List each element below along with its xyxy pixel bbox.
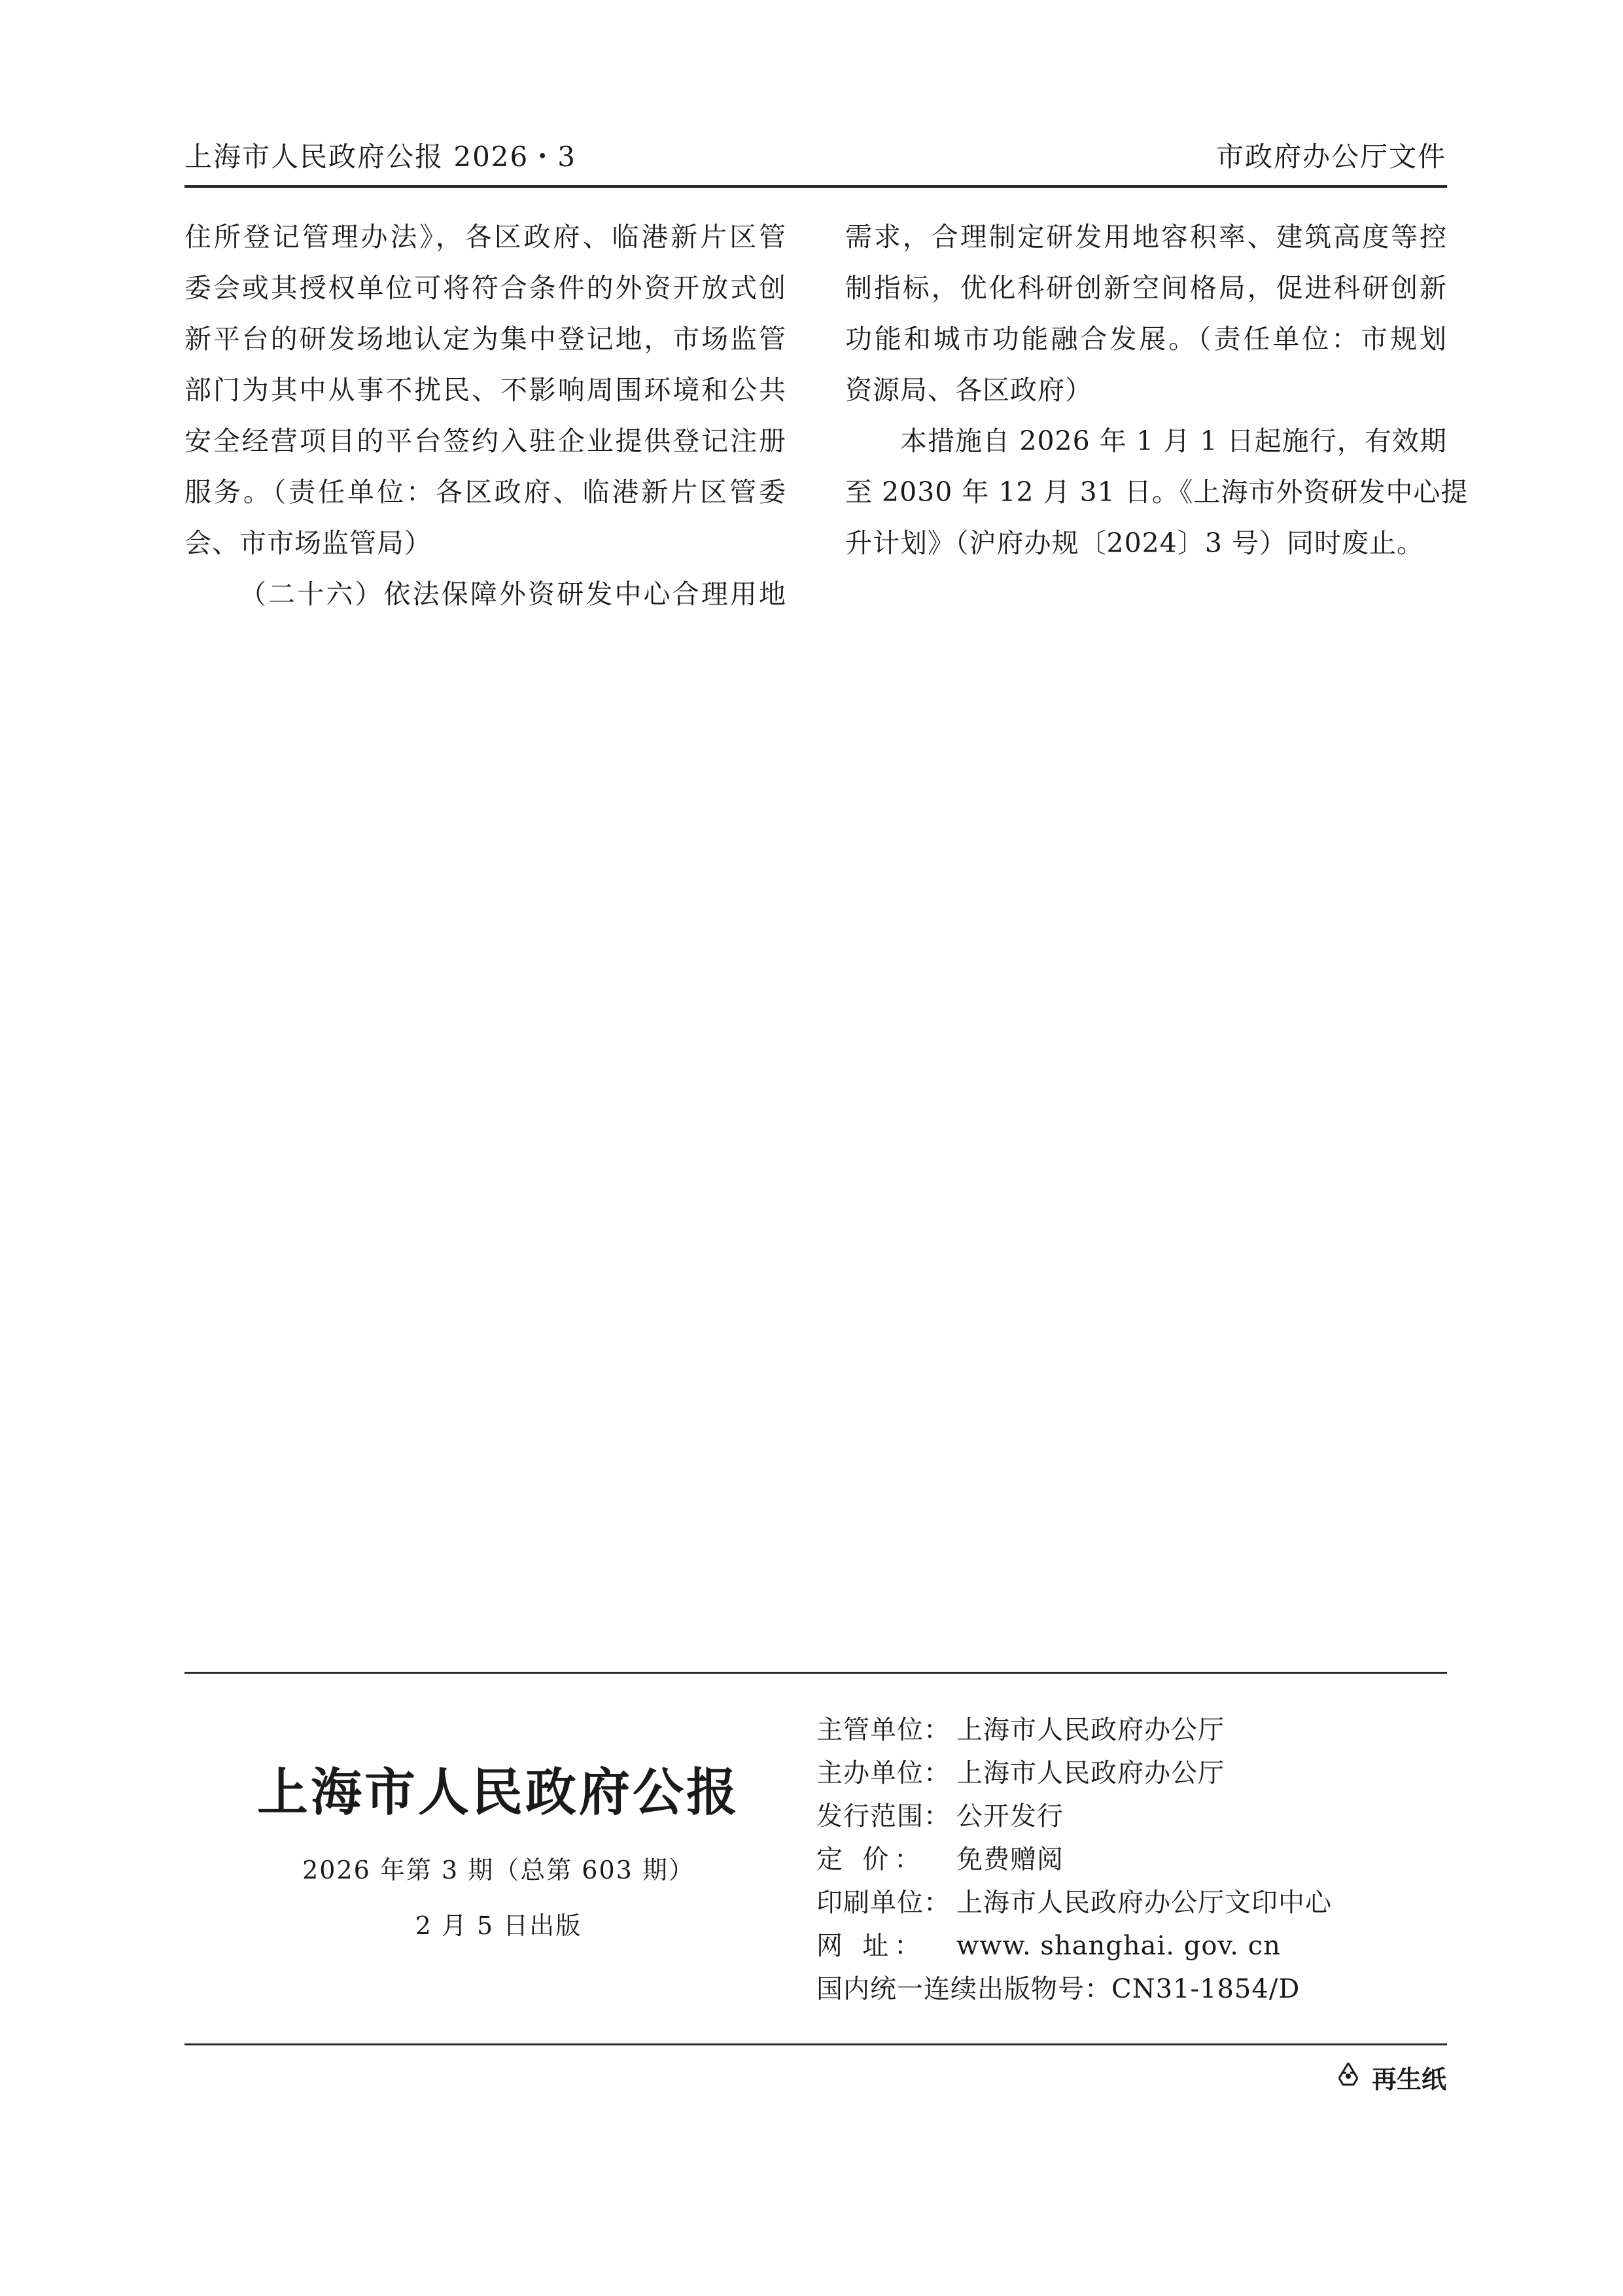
info-key: 主办单位： (816, 1758, 951, 1788)
colophon-bottom-divider (184, 2043, 1447, 2045)
info-value: 上海市人民政府办公厅文印中心 (956, 1888, 1332, 1918)
info-key: 主管单位： (816, 1715, 951, 1745)
info-row (816, 1838, 1332, 1881)
info-key: 发行范围： (816, 1801, 951, 1831)
text-line: 部门为其中从事不扰民、不影响周围环境和公共 (184, 374, 786, 406)
info-key: 国内统一连续出版物号： (816, 1974, 1111, 2004)
text-line: 功能和城市功能融合发展。（责任单位：市规划 (845, 323, 1447, 355)
info-row (816, 1708, 1332, 1752)
masthead-issue: 2026 年第 3 期（总第 603 期） (302, 1856, 695, 1884)
info-value: www. shanghai. gov. cn (956, 1931, 1281, 1961)
text-line: 资源局、各区政府） (845, 374, 1092, 406)
info-value: 上海市人民政府办公厅 (956, 1758, 1225, 1788)
text-line: 本措施自 2026 年 1 月 1 日起施行，有效期 (900, 425, 1447, 457)
info-row (816, 1924, 1332, 1968)
text-line: 制指标，优化科研创新空间格局，促进科研创新 (845, 272, 1447, 304)
text-line: 服务。（责任单位：各区政府、临港新片区管委 (184, 476, 786, 508)
info-value: 公开发行 (956, 1801, 1064, 1831)
info-key: 定 价： (816, 1845, 921, 1875)
info-row (816, 1881, 1332, 1924)
left-column (184, 211, 786, 620)
info-value: 上海市人民政府办公厅 (956, 1715, 1225, 1745)
right-column (845, 211, 1469, 569)
text-line: 需求，合理制定研发用地容积率、建筑高度等控 (845, 221, 1447, 253)
text-line: 委会或其授权单位可将符合条件的外资开放式创 (184, 272, 786, 304)
recycle-label: 再生纸 (1371, 2064, 1446, 2094)
running-header-section: 市政府办公厅文件 (1215, 141, 1446, 173)
recycle-icon (1334, 2060, 1372, 2098)
info-key: 网 址： (816, 1931, 921, 1961)
header-divider (184, 185, 1447, 188)
info-key: 印刷单位： (816, 1888, 951, 1918)
info-value: CN31-1854/D (1111, 1974, 1300, 2004)
running-header-issue: 上海市人民政府公报 2026・3 (184, 141, 576, 173)
masthead-title: 上海市人民政府公报 (256, 1763, 740, 1822)
info-value: 免费赠阅 (956, 1845, 1064, 1875)
text-line: 会、市市场监管局） (184, 527, 432, 559)
masthead-date: 2 月 5 日出版 (415, 1911, 582, 1940)
colophon-info (816, 1708, 1332, 2011)
info-row (816, 1795, 1332, 1838)
text-line: 住所登记管理办法》，各区政府、临港新片区管 (184, 221, 786, 253)
recycled-paper-mark (1334, 2060, 1446, 2098)
info-row (816, 1968, 1332, 2011)
colophon-top-divider (184, 1672, 1447, 1674)
info-row (816, 1752, 1332, 1795)
text-line: 新平台的研发场地认定为集中登记地，市场监管 (184, 323, 786, 355)
text-line: 至 2030 年 12 月 31 日。《上海市外资研发中心提 (845, 476, 1469, 508)
text-line: 升计划》（沪府办规〔2024〕3 号）同时废止。 (845, 527, 1424, 559)
text-line: 安全经营项目的平台签约入驻企业提供登记注册 (184, 425, 786, 457)
text-line-section-heading: （二十六）依法保障外资研发中心合理用地 (239, 578, 786, 610)
